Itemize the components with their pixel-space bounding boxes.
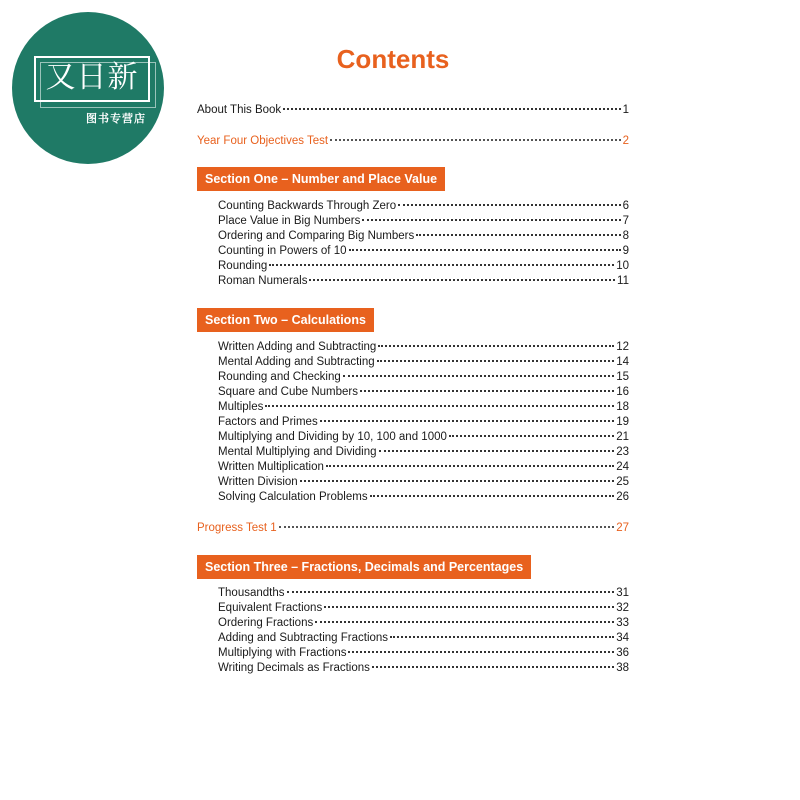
toc-entry[interactable] xyxy=(218,445,629,460)
toc-entry-page: 31 xyxy=(616,587,629,599)
toc-entry-label: Ordering Fractions xyxy=(218,617,314,629)
dot-leader xyxy=(324,606,614,608)
dot-leader xyxy=(377,360,615,362)
toc-entry-label: Square and Cube Numbers xyxy=(218,386,358,398)
toc-entry[interactable] xyxy=(218,430,629,445)
toc-entry-label: Adding and Subtracting Fractions xyxy=(218,632,389,644)
toc-entry-page: 12 xyxy=(616,341,629,353)
toc-entry-label: Year Four Objectives Test xyxy=(197,135,329,147)
logo-sub-text: 图书专营店 xyxy=(86,112,146,125)
toc-entry-label: Counting in Powers of 10 xyxy=(218,245,347,257)
toc-entry[interactable] xyxy=(218,340,629,355)
dot-leader xyxy=(320,420,615,422)
toc-entry-label: Roman Numerals xyxy=(218,275,308,287)
toc-entry-page: 10 xyxy=(616,260,629,272)
toc-entry-label: Progress Test 1 xyxy=(197,522,277,534)
toc-entry-page: 16 xyxy=(616,386,629,398)
toc-entry-label: About This Book xyxy=(197,104,282,116)
toc-entry[interactable] xyxy=(218,370,629,385)
dot-leader xyxy=(343,375,614,377)
toc-entry-objectives-test[interactable] xyxy=(197,134,629,149)
toc-entry-page: 15 xyxy=(616,371,629,383)
dot-leader xyxy=(390,636,614,638)
toc-entry-page: 9 xyxy=(622,245,629,257)
toc-entry-label: Written Multiplication xyxy=(218,461,324,473)
toc-entry-label: Multiplying and Dividing by 10, 100 and 1000 xyxy=(218,431,447,443)
toc-entry[interactable] xyxy=(218,415,629,430)
section-three-heading: Section Three – Fractions, Decimals and Percentages xyxy=(197,555,531,579)
toc-entry[interactable] xyxy=(218,274,629,289)
dot-leader xyxy=(349,249,621,251)
dot-leader xyxy=(360,390,614,392)
toc-entry-label: Mental Multiplying and Dividing xyxy=(218,446,377,458)
toc-entry-page: 8 xyxy=(622,230,629,242)
toc-entry-label: Mental Adding and Subtracting xyxy=(218,356,375,368)
page-title: Contents xyxy=(336,44,450,74)
toc-entry[interactable] xyxy=(218,244,629,259)
dot-leader xyxy=(378,345,614,347)
dot-leader xyxy=(287,591,615,593)
toc-entry[interactable] xyxy=(218,259,629,274)
toc-entry-page: 2 xyxy=(622,135,629,147)
toc-entry-label: Multiplying with Fractions xyxy=(218,647,347,659)
section-one-heading: Section One – Number and Place Value xyxy=(197,167,445,191)
toc-entry-label: Counting Backwards Through Zero xyxy=(218,200,397,212)
dot-leader xyxy=(416,234,620,236)
dot-leader xyxy=(309,279,615,281)
toc-entry-about[interactable] xyxy=(197,103,629,118)
dot-leader xyxy=(362,219,620,221)
dot-leader xyxy=(379,450,615,452)
toc-entry-page: 23 xyxy=(616,446,629,458)
toc-entry-page: 6 xyxy=(622,200,629,212)
toc-entry-page: 14 xyxy=(616,356,629,368)
toc-entry-page: 21 xyxy=(616,431,629,443)
toc-entry-progress-test[interactable] xyxy=(197,521,629,536)
dot-leader xyxy=(370,495,615,497)
toc-entry[interactable] xyxy=(218,601,629,616)
dot-leader xyxy=(348,651,614,653)
toc-entry-page: 26 xyxy=(616,491,629,503)
toc-entry[interactable] xyxy=(218,586,629,601)
toc-entry[interactable] xyxy=(218,385,629,400)
dot-leader xyxy=(372,666,614,668)
toc-entry-label: Writing Decimals as Fractions xyxy=(218,662,370,674)
toc-entry-label: Equivalent Fractions xyxy=(218,602,323,614)
toc-entry[interactable] xyxy=(218,460,629,475)
dot-leader xyxy=(300,480,615,482)
toc-entry-page: 19 xyxy=(616,416,629,428)
toc-entry-label: Rounding xyxy=(218,260,268,272)
toc-entry[interactable] xyxy=(218,661,629,676)
dot-leader xyxy=(398,204,620,206)
toc-entry-page: 25 xyxy=(616,476,629,488)
toc-entry[interactable] xyxy=(218,199,629,214)
dot-leader xyxy=(269,264,614,266)
toc-entry-label: Multiples xyxy=(218,401,264,413)
toc-entry-page: 18 xyxy=(616,401,629,413)
toc-entry[interactable] xyxy=(218,475,629,490)
toc-entry-page: 1 xyxy=(622,104,629,116)
dot-leader xyxy=(449,435,614,437)
toc-entry-label: Rounding and Checking xyxy=(218,371,341,383)
store-logo xyxy=(12,12,164,164)
toc-entry-label: Thousandths xyxy=(218,587,285,599)
toc-entry-page: 27 xyxy=(616,522,629,534)
toc-entry-label: Factors and Primes xyxy=(218,416,318,428)
toc-entry-page: 32 xyxy=(616,602,629,614)
toc-entry[interactable] xyxy=(218,214,629,229)
dot-leader xyxy=(279,526,615,528)
toc-entry-page: 38 xyxy=(616,662,629,674)
toc-entry-page: 7 xyxy=(622,215,629,227)
toc-entry[interactable] xyxy=(218,631,629,646)
dot-leader xyxy=(283,108,620,110)
toc-entry-label: Solving Calculation Problems xyxy=(218,491,368,503)
toc-entry[interactable] xyxy=(218,616,629,631)
toc-entry-page: 36 xyxy=(616,647,629,659)
toc-entry[interactable] xyxy=(218,229,629,244)
toc-entry-label: Place Value in Big Numbers xyxy=(218,215,361,227)
dot-leader xyxy=(326,465,614,467)
section-two-heading: Section Two – Calculations xyxy=(197,308,374,332)
toc-entry-label: Written Division xyxy=(218,476,298,488)
dot-leader xyxy=(315,621,614,623)
toc-entry-label: Written Adding and Subtracting xyxy=(218,341,377,353)
toc-entry[interactable] xyxy=(218,490,629,505)
logo-main-text: 又日新 xyxy=(45,60,139,95)
toc-entry[interactable] xyxy=(218,400,629,415)
toc-entry-page: 34 xyxy=(616,632,629,644)
toc-entry-label: Ordering and Comparing Big Numbers xyxy=(218,230,415,242)
dot-leader xyxy=(330,139,621,141)
toc-entry[interactable] xyxy=(218,355,629,370)
toc-entry-page: 24 xyxy=(616,461,629,473)
toc-entry-page: 11 xyxy=(617,275,629,287)
toc-entry[interactable] xyxy=(218,646,629,661)
toc-entry-page: 33 xyxy=(616,617,629,629)
dot-leader xyxy=(265,405,614,407)
